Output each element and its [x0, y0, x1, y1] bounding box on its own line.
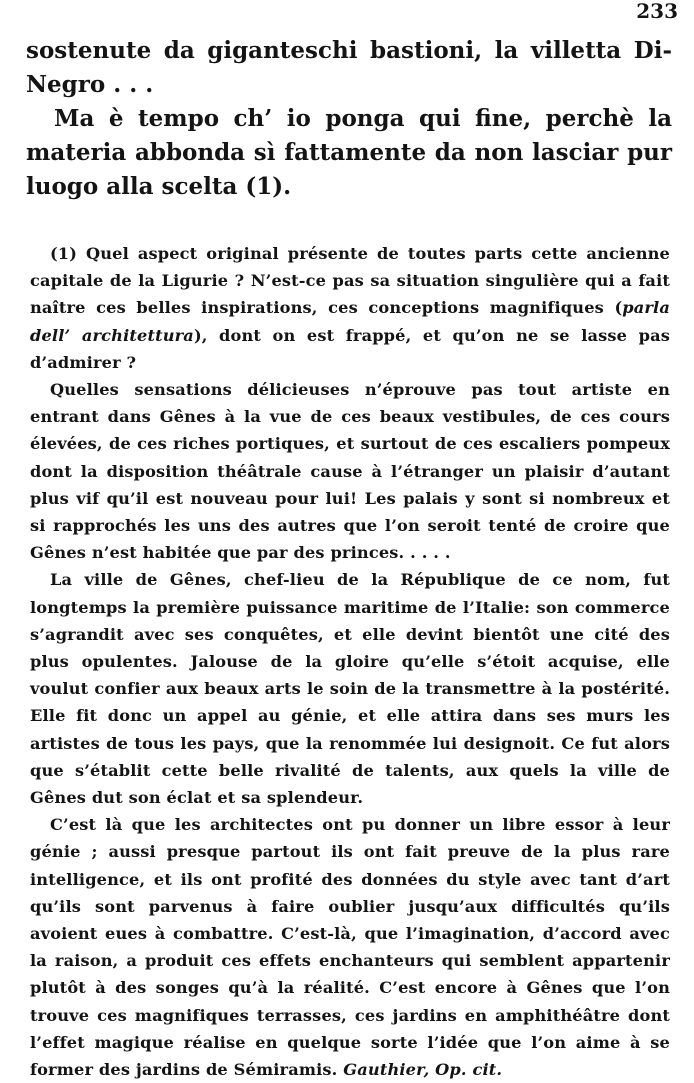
footnote-1-italic-phrase: parla dell’ architettura: [30, 298, 670, 345]
footnote-paragraph-3: La ville de Gênes, chef-lieu de la République de ce nom, fut longtemps la première puissance maritime de l’Italie: son commerce s’agrandit avec ses conquêtes, et elle devint bientôt une cité des plus opulentes. Jalouse de la gloire qu’elle s’étoit acquise, elle voulut confier aux beaux arts le soin de la transmettre à la postérité. Elle fit donc un appel au génie, et elle attira dans ses murs les artistes de tous les pays, que la renommée lui designoit. Ce fut alors que s’établit cette belle rivalité de talents, aux quels la ville de Gênes dut son éclat et sa splendeur.: [30, 570, 670, 808]
footnote-1-text: (1) Quel aspect original présente de toutes parts cette ancienne capitale de la Ligurie ? N’est-ce pas sa situation singulière qui a fait naître ces belles inspirations, ces conceptions magnifiques (: [30, 244, 670, 318]
footnote-paragraph-2: Quelles sensations délicieuses n’éprouve pas tout artiste en entrant dans Gênes à la vue de ces beaux vestibules, de ces cours élevées, de ces riches portiques, et surtout de ces escaliers pompeux dont la disposition théâtrale cause à l’étranger un plaisir d’autant plus vif qu’il est nouveau pour lui! Les palais y sont si nombreux et si rapprochés les uns des autres que l’on seroit tenté de croire que Gênes n’est habitée que par des princes. . . . .: [30, 380, 670, 563]
main-paragraph-2: Ma è tempo ch’ io ponga qui fine, perchè la materia abbonda sì fattamente da non lasciar pur luogo alla scelta (1).: [26, 105, 672, 200]
footnote-paragraph-4-text: C’est là que les architectes ont pu donner un libre essor à leur génie ; aussi presque partout ils ont fait preuve de la plus rare intelligence, et ils ont profité des données du style avec tant d’art qu’ils sont parvenus à faire oublier jusqu’aux difficultés qu’ils avoient eues à combattre. C’est-là, que l’imagination, d’accord avec la raison, a produit ces effets enchanteurs qui semblent appartenir plutôt à des songes qu’à la réalité. C’est encore à Gênes que l’on trouve ces magnifiques terrasses, ces jardins en amphithéâtre dont l’effet magique réalise en quelque sorte l’idée que l’on aime à se former des jardins de Sémiramis.: [30, 815, 670, 1080]
footnote-section: [30, 240, 670, 1083]
main-text: [26, 34, 672, 204]
footnote-paragraph-4: [30, 811, 670, 1083]
page-number: 233: [636, 0, 678, 23]
footnote-1: [30, 240, 670, 376]
footnote-1-text-end: ), dont on est frappé, et qu’on ne se lasse pas d’admirer ?: [30, 325, 670, 372]
main-paragraph-1: sostenute da giganteschi bastioni, la villetta Di-Negro . . .: [26, 37, 672, 98]
footnote-citation: Gauthier, Op. cit.: [343, 1060, 503, 1080]
